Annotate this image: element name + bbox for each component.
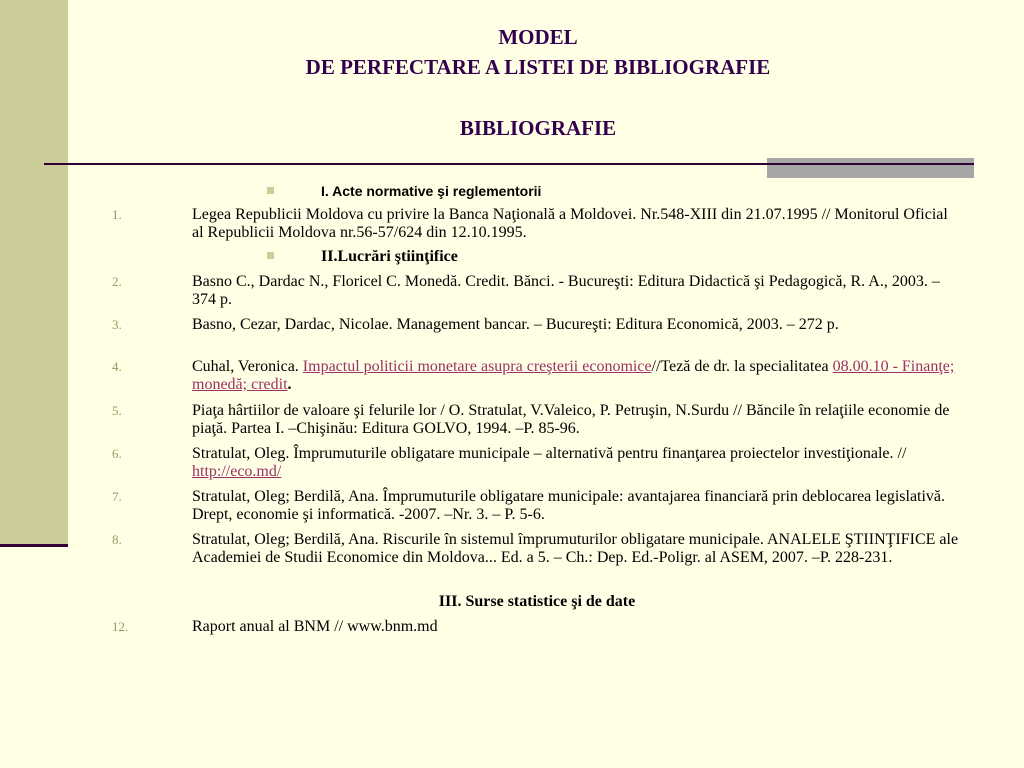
list-item-number: 2. — [112, 274, 122, 289]
entry-text-part: . — [287, 376, 292, 393]
list-item-number: 8. — [112, 532, 122, 547]
section-heading-label: II.Lucrări ştiinţifice — [321, 248, 458, 265]
list-item — [112, 445, 962, 481]
entry-text-part: Stratulat, Oleg. Împrumuturile obligatare municipale – alternativă pentru finanţarea proiectelor investiţionale. // — [192, 445, 907, 462]
list-item-text: Piaţa hârtiilor de valoare şi felurile lor / O. Stratulat, V.Valeico, P. Petruşin, N.Surdu // Băncile în relaţiile economie de piaţă. Partea I. –Chişinău: Editura GOLVO, 1994. –P. 85-96. — [192, 402, 950, 437]
list-item-text: Basno, Cezar, Dardac, Nicolae. Management bancar. – Bucureşti: Editura Economică, 2003. – 272 p. — [192, 316, 839, 333]
list-item — [112, 316, 962, 334]
title-line-3: BIBLIOGRAFIE — [459, 116, 617, 140]
entry-text-part: //Teză de dr. la specialitatea — [651, 358, 833, 375]
thesis-title-link[interactable]: Impactul politicii monetare asupra creşterii economice — [302, 358, 652, 375]
section-heading-surse: III. Surse statistice şi de date — [438, 593, 636, 610]
eco-md-link[interactable]: http://eco.md/ — [192, 463, 282, 480]
square-bullet-icon — [267, 187, 274, 194]
list-item — [112, 402, 962, 438]
title-line-2: DE PERFECTARE A LISTEI DE BIBLIOGRAFIE — [305, 55, 771, 79]
list-item-text: Stratulat, Oleg; Berdilă, Ana. Împrumuturile obligatare municipale: avantajarea financiară prin deblocarea legislativă. Drept, economie şi informatică. -2007. –Nr. 3. – P. 5-6. — [192, 488, 946, 523]
entry-text-part: Cuhal, Veronica. — [192, 358, 303, 375]
list-item-text: Basno C., Dardac N., Floricel C. Monedă. Credit. Bănci. - Bucureşti: Editura Didactică şi Pedagogică, R. A., 2003. – 374 p. — [192, 273, 940, 308]
title-line-1: MODEL — [498, 25, 578, 49]
accent-bar-bottom — [767, 165, 974, 178]
list-item-number: 7. — [112, 489, 122, 504]
list-item — [112, 358, 962, 394]
list-item-number: 5. — [112, 403, 122, 418]
list-item-number: 4. — [112, 359, 122, 374]
list-item-text: Stratulat, Oleg; Berdilă, Ana. Riscurile în sistemul împrumuturilor obligatare municipale. ANALELE ŞTIINŢIFICE ale Academiei de Studii Economice din Moldova... Ed. a 5. – Ch.: Dep. Ed.-Poligr. al ASEM, 2007. –P. 228-231. — [192, 531, 959, 566]
list-item-number: 1. — [112, 207, 122, 222]
section-heading-label: I. Acte normative şi reglementorii — [321, 183, 542, 199]
list-item-number: 3. — [112, 317, 122, 332]
list-item-number: 6. — [112, 446, 122, 461]
list-item-number: 12. — [112, 619, 129, 634]
section-heading-acte — [267, 181, 541, 201]
list-item — [112, 206, 962, 242]
list-item — [112, 618, 962, 636]
list-item-text: Legea Republicii Moldova cu privire la Banca Naţională a Moldovei. Nr.548-XIII din 21.07.1995 // Monitorul Oficial al Republicii Moldova nr.56-57/624 din 12.10.1995. — [192, 206, 948, 241]
square-bullet-icon — [267, 252, 274, 259]
section-heading-lucrari — [267, 247, 458, 267]
list-item-text: Raport anual al BNM // www.bnm.md — [192, 618, 438, 635]
list-item — [112, 531, 962, 567]
left-band-underline — [0, 544, 68, 547]
list-item-text — [192, 445, 962, 481]
left-decorative-band — [0, 0, 68, 544]
list-item — [112, 273, 962, 309]
list-item — [112, 488, 962, 524]
list-item-text — [192, 358, 962, 394]
specialty-link[interactable]: 08.00.10 - Finanţe; monedă; credit — [192, 358, 955, 393]
